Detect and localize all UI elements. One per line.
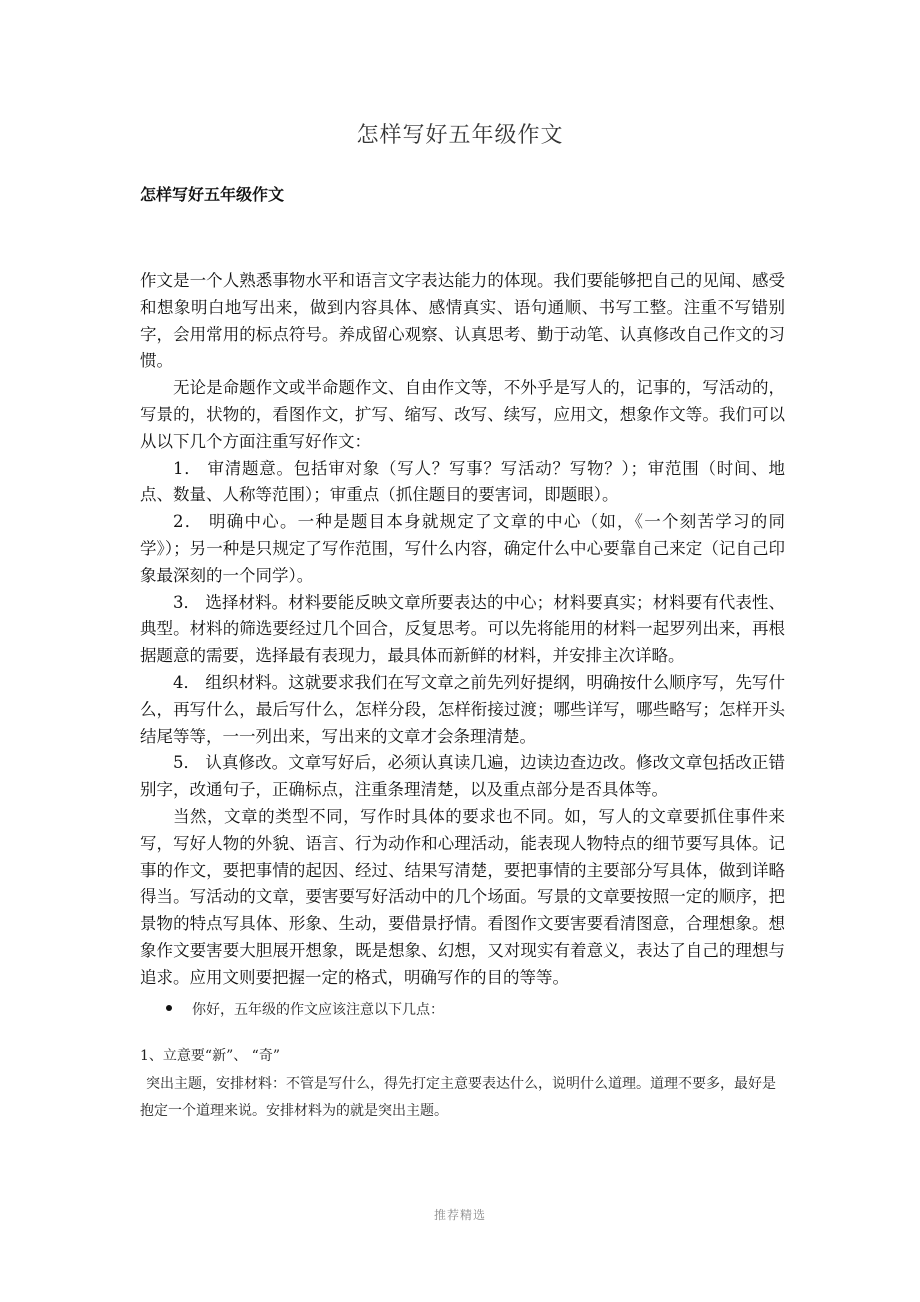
paragraph-intro: 作文是一个人熟悉事物水平和语言文字表达能力的体现。我们要能够把自己的见闻、感受和想象明白地写出来，做到内容具体、感情真实、语句通顺、书写工整。注重不写错别字，会用常用的标点符号。养成留心观察、认真思考、勤于动笔、认真修改自己作文的习惯。 — [140, 271, 785, 371]
paragraph-point-5: 5． 认真修改。文章写好后，必须认真读几遍，边读边查边改。修改文章包括改正错别字，改通句子，正确标点，注重条理清楚，以及重点部分是否具体等。 — [140, 753, 785, 800]
bullet-text: 你好，五年级的作文应该注意以下几点： — [192, 1002, 444, 1018]
page-footer: 推荐精选 — [433, 1208, 486, 1222]
page-title: 怎样写好五年级作文 — [356, 123, 564, 148]
tip-heading: 1、立意要“新”、 “奇” — [140, 1048, 280, 1064]
paragraph-point-1: 1． 审清题意。包括审对象（写人？写事？写活动？写物？）；审范围（时间、地点、数量、人称等范围）；审重点（抓住题目的要害词，即题眼）。 — [140, 458, 785, 505]
bullet-item — [166, 1000, 444, 1020]
bullet-dot-icon — [166, 1005, 172, 1011]
paragraph-types: 无论是命题作文或半命题作文、自由作文等，不外乎是写人的，记事的，写活动的，写景的，状物的，看图作文，扩写、缩写、改写、续写，应用文，想象作文等。我们可以从以下几个方面注重写好作文： — [140, 378, 785, 451]
paragraph-conclusion: 当然，文章的类型不同，写作时具体的要求也不同。如，写人的文章要抓住事件来写，写好人物的外貌、语言、行为动作和心理活动，能表现人物特点的细节要写具体。记事的作文，要把事情的起因、经过、结果写清楚，要把事情的主要部分写具体，做到详略得当。写活动的文章，要害要写好活动中的几个场面。写景的文章要按照一定的顺序，把景物的特点写具体、形象、生动，要借景抒情。看图作文要害要看清图意，合理想象。想象作文要害要大胆展开想象，既是想象、幻想，又对现实有着意义，表达了自己的理想与追求。应用文则要把握一定的格式，明确写作的目的等等。 — [140, 806, 785, 987]
tip-text: 突出主题，安排材料：不管是写什么，得先打定主意要表达什么，说明什么道理。道理不要多，最好是抱定一个道理来说。安排材料为的就是突出主题。 — [140, 1076, 776, 1119]
article-body — [140, 268, 785, 992]
paragraph-point-2: 2． 明确中心。一种是题目本身就规定了文章的中心（如，《一个刻苦学习的同学》）；另一种是只规定了写作范围，写什么内容，确定什么中心要靠自己来定（记自己印象最深刻的一个同学）。 — [140, 512, 785, 585]
section-subtitle: 怎样写好五年级作文 — [140, 185, 285, 204]
paragraph-point-3: 3． 选择材料。材料要能反映文章所要表达的中心；材料要真实；材料要有代表性、典型。材料的筛选要经过几个回合，反复思考。可以先将能用的材料一起罗列出来，再根据题意的需要，选择最有表现力，最具体而新鲜的材料，并安排主次详略。 — [140, 592, 785, 666]
paragraph-point-4: 4． 组织材料。这就要求我们在写文章之前先列好提纲，明确按什么顺序写，先写什么，再写什么，最后写什么，怎样分段，怎样衔接过渡；哪些详写，哪些略写；怎样开头结尾等等，一一列出来，写出来的文章才会条理清楚。 — [140, 672, 785, 746]
